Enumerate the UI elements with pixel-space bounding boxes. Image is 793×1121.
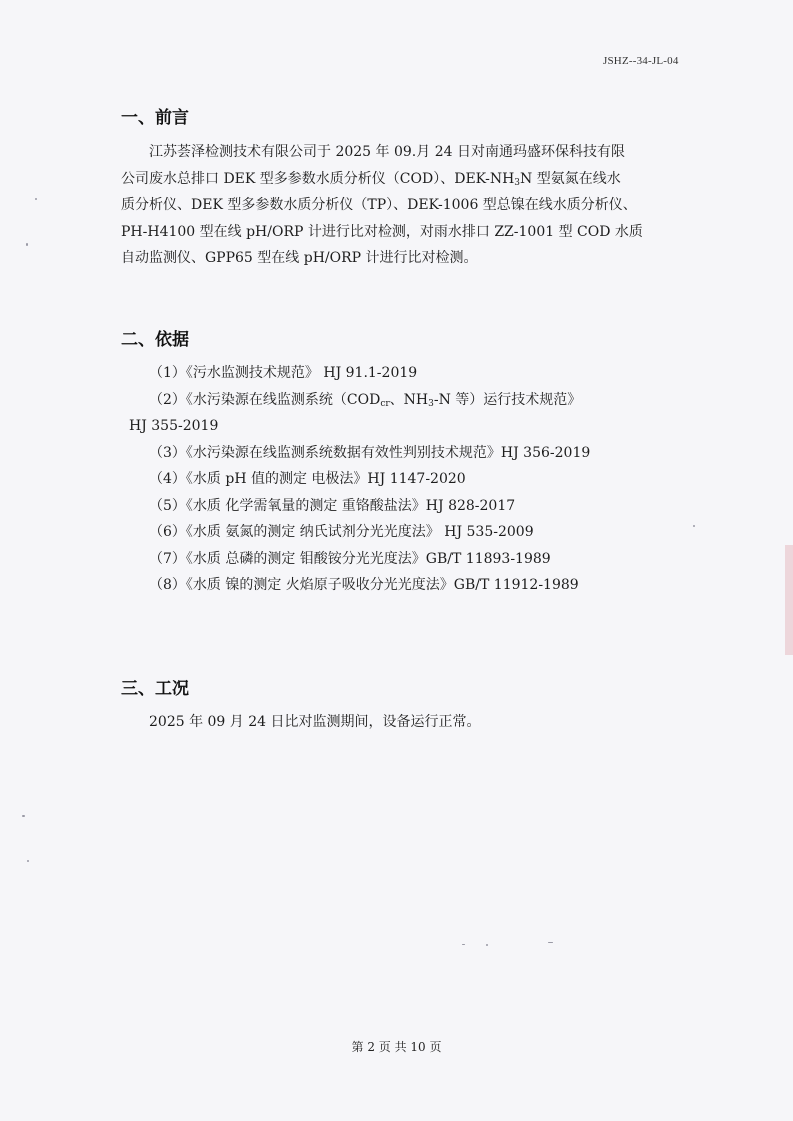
scan-speck — [26, 243, 28, 246]
reference-item: （6）《水质 氨氮的测定 纳氏试剂分光光度法》 HJ 535-2009 — [149, 524, 534, 540]
scan-speck — [693, 525, 695, 527]
reference-part: -N 等）运行技术规范》 — [433, 391, 582, 408]
preface-line: 江苏荟泽检测技术有限公司于 2025 年 09.月 24 日对南通玛盛环保科技有限 — [149, 144, 625, 160]
preface-line: 质分析仪、DEK 型多参数水质分析仪（TP）、DEK-1006 型总镍在线水质分析仪、 — [121, 197, 637, 213]
scan-speck — [35, 198, 37, 200]
reference-part: （2）《水污染源在线监测系统（COD — [149, 391, 381, 408]
reference-item: （1）《污水监测技术规范》 HJ 91.1-2019 — [149, 365, 418, 381]
section-title-basis: 二、依据 — [121, 330, 189, 350]
scan-speck — [27, 860, 29, 862]
preface-line: 自动监测仪、GPP65 型在线 pH/ORP 计进行比对检测。 — [121, 250, 478, 266]
reference-item: （4）《水质 pH 值的测定 电极法》HJ 1147-2020 — [149, 471, 466, 487]
preface-line — [121, 166, 691, 193]
preface-paragraph — [121, 139, 691, 272]
scan-speck — [548, 942, 553, 943]
reference-item: （8）《水质 镍的测定 火焰原子吸收分光光度法》GB/T 11912-1989 — [149, 577, 579, 593]
page-number: 第 2 页 共 10 页 — [351, 1040, 442, 1054]
scan-speck — [486, 944, 488, 946]
subscript: cr — [380, 398, 390, 409]
preface-line-part: N 型氨氮在线水 — [520, 170, 621, 187]
reference-item — [121, 387, 691, 414]
subscript: 3 — [428, 398, 434, 409]
section-title-preface: 一、前言 — [121, 108, 189, 128]
subscript: 3 — [514, 177, 521, 188]
reference-item: （3）《水污染源在线监测系统数据有效性判别技术规范》HJ 356-2019 — [149, 444, 591, 461]
preface-line: PH-H4100 型在线 pH/ORP 计进行比对检测，对雨水排口 ZZ-1001 型 COD 水质 — [121, 223, 643, 240]
conditions-text: 2025 年 09 月 24 日比对监测期间，设备运行正常。 — [149, 714, 481, 730]
reference-item: （5）《水质 化学需氧量的测定 重铬酸盐法》HJ 828-2017 — [149, 497, 516, 514]
seal-edge-mark — [785, 545, 793, 655]
section-title-conditions: 三、工况 — [121, 679, 189, 699]
document-code: JSHZ--34-JL-04 — [603, 55, 679, 67]
preface-line-part: 公司废水总排口 DEK 型多参数水质分析仪（COD）、DEK-NH — [121, 170, 515, 187]
reference-part: 、NH — [389, 391, 429, 408]
scan-speck — [462, 944, 465, 945]
reference-item: （7）《水质 总磷的测定 钼酸铵分光光度法》GB/T 11893-1989 — [149, 550, 551, 567]
reference-item-continuation: HJ 355-2019 — [129, 418, 219, 434]
reference-list — [121, 360, 691, 599]
scan-speck — [22, 815, 25, 817]
